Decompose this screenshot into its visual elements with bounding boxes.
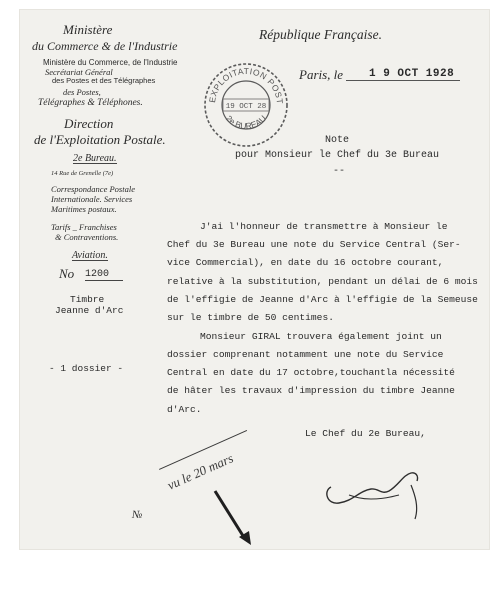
letter-page xyxy=(19,9,490,550)
closing-line: Le Chef du 2e Bureau, xyxy=(305,428,426,439)
body-line: J'ai l'honneur de transmettre à Monsieur le xyxy=(200,221,448,232)
correspondance-line1: Correspondance Postale xyxy=(51,184,135,194)
ministry-typed-line1: Ministère du Commerce, de l'Industrie xyxy=(43,58,178,67)
stamp-bottom-text: 2e BUREAU xyxy=(223,113,269,132)
note-separator: -- xyxy=(333,166,346,177)
direction-line2: de l'Exploitation Postale. xyxy=(34,132,166,147)
ministry-title-line2: du Commerce & de l'Industrie xyxy=(32,39,178,53)
number-label: No xyxy=(59,266,75,281)
secretariat-line: Secrétariat Général xyxy=(45,67,113,77)
body-line: Chef du 3e Bureau une note du Service Central (Ser- xyxy=(167,239,461,250)
stamp-date: 19 OCT 28 xyxy=(225,103,267,111)
subject-line2: Jeanne d'Arc xyxy=(55,305,124,316)
place-label: Paris, le xyxy=(299,67,344,82)
correspondance-line3: Maritimes postaux. xyxy=(51,204,117,214)
date-underline xyxy=(346,80,460,81)
arrow-icon xyxy=(209,487,255,547)
note-subtitle: pour Monsieur le Chef du 3e Bureau xyxy=(235,150,440,161)
postmark-icon xyxy=(201,60,291,150)
tarifs-line2: & Contraventions. xyxy=(55,232,119,242)
body-line: relative à la substitution, pendant un délai de 6 mois xyxy=(167,276,478,287)
direction-line1: Direction xyxy=(64,116,114,131)
handwritten-annotation: vu le 20 mars xyxy=(165,450,236,493)
ministry-typed-line2: des Postes et des Télégraphes xyxy=(52,76,156,85)
enclosure-label: - 1 dossier - xyxy=(49,363,124,374)
correspondance-line2: Internationale. Services xyxy=(51,194,133,204)
telegraphs-line: Télégraphes & Téléphones. xyxy=(38,98,143,108)
postes-line: des Postes, xyxy=(63,87,101,97)
subject-line1: Timbre xyxy=(70,294,105,305)
body-line: Central en date du 17 octobre,touchantla nécessité xyxy=(167,367,455,378)
signature-icon xyxy=(319,455,429,535)
body-line: Monsieur GIRAL trouvera également joint un xyxy=(200,331,442,342)
body-line: sur le timbre de 50 centimes. xyxy=(167,312,334,323)
body-line: de l'effigie de Jeanne d'Arc à l'effigie de la Semeuse xyxy=(167,294,478,305)
note-title: Note xyxy=(325,135,350,146)
address-line: 14 Rue de Grenelle (7e) xyxy=(51,170,114,177)
letter-date: 1 9 OCT 1928 xyxy=(369,68,455,80)
tarifs-line1: Tarifs _ Franchises xyxy=(51,222,117,232)
margin-mark: № xyxy=(132,509,143,521)
body-line: dossier comprenant notamment une note du Service xyxy=(167,349,444,360)
number-value: 1200 xyxy=(85,269,123,281)
aviation-label: Aviation. xyxy=(72,250,108,261)
stamp-top-text: EXPLOITATION POST xyxy=(207,65,286,105)
body-line: d'Arc. xyxy=(167,404,202,415)
bureau-label: 2e Bureau. xyxy=(73,153,117,164)
republic-heading: République Française. xyxy=(259,27,382,42)
svg-text:2e BUREAU xyxy=(224,113,268,131)
body-line: de hâter les travaux d'impression du timbre Jeanne xyxy=(167,385,455,396)
body-line: vice Commercial), en date du 16 octobre courant, xyxy=(167,257,444,268)
ministry-title-line1: Ministère xyxy=(63,22,113,37)
svg-text:EXPLOITATION POSTALE xyxy=(201,60,285,104)
postal-stamp xyxy=(201,60,291,150)
